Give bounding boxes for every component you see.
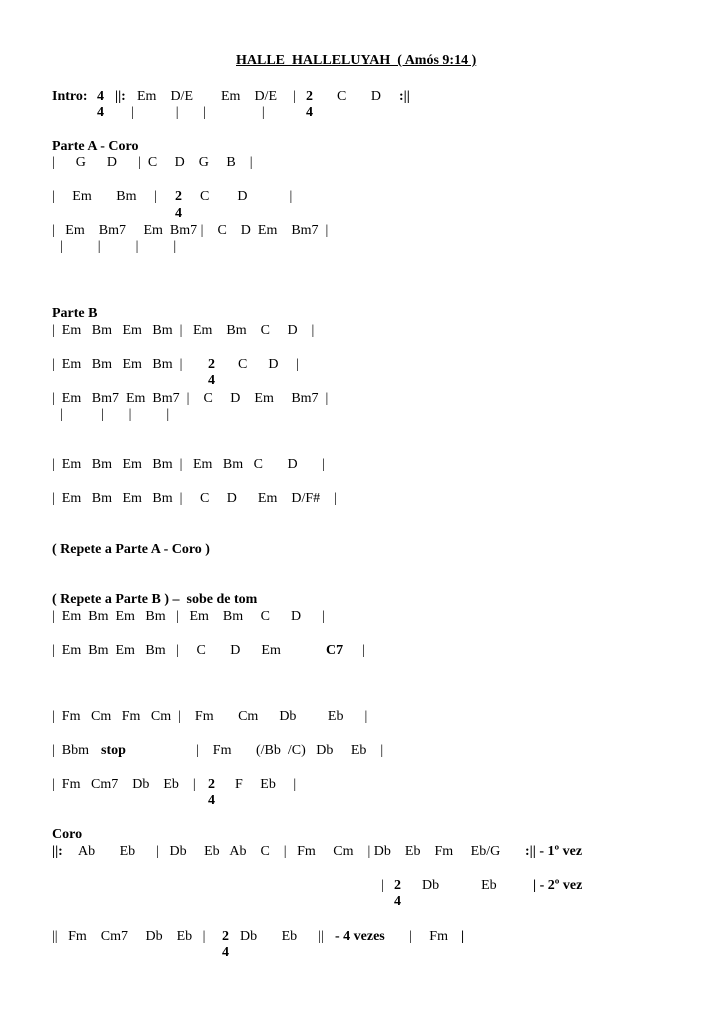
parte-b-heading: Parte B [52,306,98,321]
intro-time-signature-2-top: 2 [306,89,313,104]
intro-repeat-close: :|| [399,89,410,104]
intro-label: Intro: [52,89,88,104]
parte-b-line-2: | Em Bm Em Bm | [52,357,183,372]
section-f-line-1: | Fm Cm Fm Cm | Fm Cm Db Eb | [52,709,368,724]
parte-a-time-signature-bottom: 4 [175,206,182,221]
section-f-line-2-rest: | Fm (/Bb /C) Db Eb | [196,743,384,758]
parte-a-beat-marks: | | | | [60,239,177,254]
intro-barline: | [293,89,296,104]
parte-b-line-4: | Em Bm Em Bm | Em Bm C D | [52,457,325,472]
coro-repeat-open: ||: [52,844,63,859]
parte-a-line-1: | G D | C D G B | [52,155,253,170]
parte-a-line-2: | Em Bm | [52,189,157,204]
parte-a-line-3: | Em Bm7 Em Bm7 | C D Em Bm7 | [52,223,329,238]
section-f-line-3: | Fm Cm7 Db Eb | [52,777,196,792]
coro-line-3-time-signature-top: 2 [222,929,229,944]
intro-bar-2: Em D/E [221,89,277,104]
intro-repeat-open: ||: [115,89,126,104]
parte-b-beat-marks: | | | | [60,407,170,422]
intro-bar-1: Em D/E [137,89,193,104]
coro-line-3-chords: Db Eb || [240,929,324,944]
coro-final-barline: | [461,929,465,944]
parte-b-line-2-rest: C D | [238,357,299,372]
parte-b-time-signature-bottom: 4 [208,373,215,388]
coro-four-times-label: - 4 vezes [335,929,385,944]
parte-a-line-2-rest: C D | [200,189,293,204]
section-f-time-signature-bottom: 4 [208,793,215,808]
coro-heading: Coro [52,827,83,842]
parte-b-line-5: | Em Bm Em Bm | C D Em D/F# | [52,491,337,506]
repeat-parte-b-line-2: | Em Bm Em Bm | C D Em [52,643,281,658]
parte-a-time-signature-top: 2 [175,189,182,204]
coro-second-ending-chords: Db Eb [422,878,497,893]
coro-second-ending-time-signature-top: 2 [394,878,401,893]
section-f-stop: stop [101,743,126,758]
repeat-parte-b-line-2-end: | [362,643,365,658]
page-title: HALLE HALLELUYAH ( Amós 9:14 ) [236,53,477,68]
intro-bar-3: C D [337,89,381,104]
intro-time-signature-2-bottom: 4 [306,105,313,120]
repeat-parte-b-heading: ( Repete a Parte B ) – sobe de tom [52,592,258,607]
coro-second-ending-time-signature-bottom: 4 [394,894,401,909]
parte-b-line-3: | Em Bm7 Em Bm7 | C D Em Bm7 | [52,391,329,406]
intro-beat-marks: | | | | [131,105,265,120]
repeat-parte-b-c7: C7 [326,643,344,658]
coro-second-ending-label: | - 2º vez [533,878,583,893]
coro-line-3: || Fm Cm7 Db Eb | [52,929,206,944]
repeat-parte-a-note: ( Repete a Parte A - Coro ) [52,542,210,557]
section-f-line-2-start: | Bbm [52,743,90,758]
coro-first-ending: :|| - 1º vez [525,844,583,859]
coro-line-3-time-signature-bottom: 4 [222,945,229,960]
section-f-line-3-rest: F Eb | [235,777,297,792]
coro-line-1: Ab Eb | Db Eb Ab C | Fm Cm | Db Eb Fm Eb/G [78,844,501,859]
parte-b-time-signature-top: 2 [208,357,215,372]
parte-a-heading: Parte A - Coro [52,139,139,154]
intro-time-signature-bottom: 4 [97,105,104,120]
coro-line-3-end: | Fm [409,929,448,944]
section-f-time-signature-top: 2 [208,777,215,792]
coro-second-ending-barline: | [381,878,384,893]
parte-b-line-1: | Em Bm Em Bm | Em Bm C D | [52,323,315,338]
repeat-parte-b-line-1: | Em Bm Em Bm | Em Bm C D | [52,609,325,624]
intro-time-signature-top: 4 [97,89,104,104]
